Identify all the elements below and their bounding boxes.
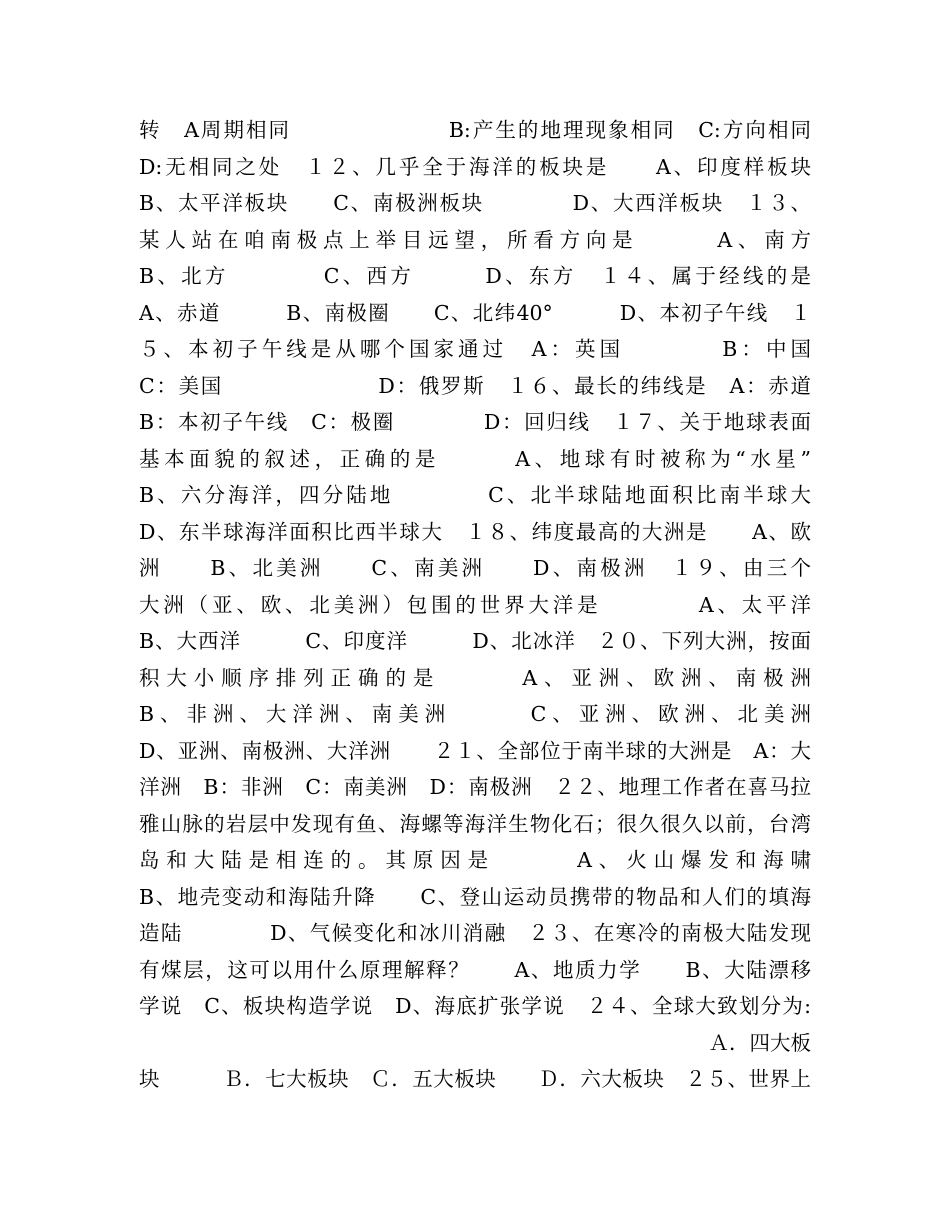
text-line: Ａ．四大板 xyxy=(708,1030,811,1055)
text-line: 有煤层，这可以用什么原理解释？ A、地质力学 B、大陆漂移 xyxy=(139,957,811,982)
text-line: 块 Ｂ．七大板块 Ｃ．五大板块 Ｄ．六大板块 ２５、世界上 xyxy=(139,1067,811,1091)
text-line: B、大西洋 C、印度洋 D、北冰洋 ２０、下列大洲，按面 xyxy=(139,629,811,653)
text-line: 大洲（亚、欧、北美洲）包围的世界大洋是 A、太平洋 xyxy=(139,592,811,617)
text-line: 造陆 D、气候变化和冰川消融 ２３、在寒冷的南极大陆发现 xyxy=(139,921,811,945)
text-line: 雅山脉的岩层中发现有鱼、海螺等海洋生物化石；很久很久以前，台湾 xyxy=(139,811,811,836)
document-body xyxy=(139,112,811,1098)
text-line: ５、本初子午线是从哪个国家通过 A：英国 B：中国 xyxy=(139,337,811,361)
text-line: D:无相同之处 １２、几乎全于海洋的板块是 A、印度样板块 xyxy=(139,154,811,179)
text-line: 岛和大陆是相连的。其原因是 A、火山爆发和海啸 xyxy=(139,848,811,872)
text-line: B、六分海洋，四分陆地 C、北半球陆地面积比南半球大 xyxy=(139,483,811,507)
text-line: D、亚洲、南极洲、大洋洲 ２１、全部位于南半球的大洲是 A：大 xyxy=(139,738,811,763)
text-line: 洋洲 B：非洲 C：南美洲 D：南极洲 ２２、地理工作者在喜马拉 xyxy=(139,775,811,799)
text-line: 洲 B、北美洲 C、南美洲 D、南极洲 １９、由三个 xyxy=(139,556,811,580)
text-line: B、北方 C、西方 D、东方 １４、属于经线的是 xyxy=(139,264,811,288)
text-line: 转 A周期相同 B:产生的地理现象相同 C:方向相同 xyxy=(139,118,811,142)
text-line: B、地壳变动和海陆升降 C、登山运动员携带的物品和人们的填海 xyxy=(139,884,811,909)
text-line: 基本面貌的叙述，正确的是 A、地球有时被称为“水星” xyxy=(139,446,811,471)
text-line: 积大小顺序排列正确的是 A、亚洲、欧洲、南极洲 xyxy=(139,665,811,690)
text-line: A、赤道 B、南极圈 C、北纬40° D、本初子午线 １ xyxy=(139,300,811,325)
text-line: C：美国 D：俄罗斯 １６、最长的纬线是 A：赤道 xyxy=(139,373,811,398)
text-line: B、太平洋板块 C、南极洲板块 D、大西洋板块 １３、 xyxy=(139,191,811,215)
text-line: 学说 C、板块构造学说 D、海底扩张学说 ２４、全球大致划分为: xyxy=(139,994,811,1018)
text-line: 某人站在咱南极点上举目远望，所看方向是 A、南方 xyxy=(139,227,811,252)
text-line: B、非洲、大洋洲、南美洲 C、亚洲、欧洲、北美洲 xyxy=(139,702,811,726)
text-line: B：本初子午线 C：极圈 D：回归线 １７、关于地球表面 xyxy=(139,410,811,434)
text-line: D、东半球海洋面积比西半球大 １８、纬度最高的大洲是 A、欧 xyxy=(139,519,811,544)
